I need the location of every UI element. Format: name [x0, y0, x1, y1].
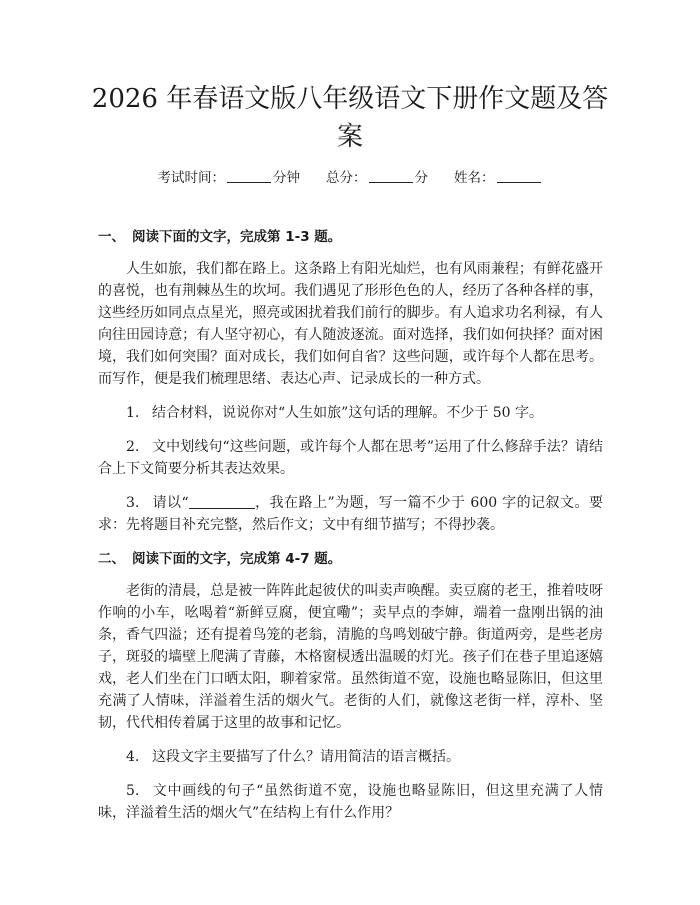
question-text: 结合材料，说说你对“人生如旅”这句话的理解。不少于 50 字。 — [152, 405, 544, 421]
question-text: 文中划线句“这些问题，或许每个人都在思考”运用了什么修辞手法？请结合上下文简要分析其表达效果。 — [98, 439, 603, 477]
question-number: 2. — [126, 439, 140, 455]
question-number: 5. — [126, 783, 140, 799]
question-number: 1. — [126, 405, 140, 421]
question-item — [98, 402, 603, 424]
reading-passage: 人生如旅，我们都在路上。这条路上有阳光灿烂，也有风雨兼程；有鲜花盛开的喜悦，也有荆棘丛生的坎坷。我们遇见了形形色色的人，经历了各种各样的事，这些经历如同点点星光，照亮或困扰着我们前行的脚步。有人追求功名利禄，有人向往田园诗意；有人坚守初心，有人随波逐流。面对选择，我们如何抉择？面对困境，我们如何突围？面对成长，我们如何自省？这些问题，或许每个人都在思考。而写作，便是我们梳理思绪、表达心声、记录成长的一种方式。 — [98, 261, 603, 387]
time-blank[interactable] — [227, 168, 271, 183]
question-item — [98, 780, 603, 824]
question-text: 这段文字主要描写了什么？请用简洁的语言概括。 — [152, 749, 460, 765]
section-title: 阅读下面的文字，完成第 1-3 题。 — [132, 229, 342, 245]
reading-passage: 老街的清晨，总是被一阵阵此起彼伏的叫卖声唤醒。卖豆腐的老王，推着吱呀作响的小车，吆喝着“新鲜豆腐，便宜嘞”；卖早点的李婶，端着一盘刚出锅的油条，香气四溢；还有提着鸟笼的老翁，清脆的鸟鸣划破宁静。街道两旁，是些老房子，斑驳的墙壁上爬满了青藤，木格窗棂透出温暖的灯光。孩子们在巷子里追逐嬉戏，老人们坐在门口晒太阳，聊着家常。虽然街道不宽，设施也略显陈旧，但这里充满了人情味，洋溢着生活的烟火气。老街的人们，就像这老街一样，淳朴、坚韧，代代相传着属于这里的故事和记忆。 — [98, 583, 603, 731]
section-number: 一、 — [98, 229, 125, 245]
question-text: 文中画线的句子“虽然街道不宽，设施也略显陈旧，但这里充满了人情味，洋溢着生活的烟火气”在结构上有什么作用？ — [98, 783, 603, 821]
question-item — [98, 746, 603, 768]
question-text-before: 请以“ — [152, 495, 189, 511]
name-blank[interactable] — [497, 168, 541, 183]
exam-content — [98, 226, 603, 836]
exam-info-line — [90, 168, 610, 188]
question-number: 4. — [126, 749, 140, 765]
section-number: 二、 — [98, 551, 125, 567]
score-unit: 分 — [414, 170, 428, 186]
question-item — [98, 492, 603, 536]
question-text-after: ，我在路上”为题，写一篇不少于 600 字的记叙文。要求：先将题目补充完整，然后作文；文中有细节描写；不得抄袭。 — [98, 495, 603, 533]
section-heading — [98, 226, 603, 248]
question-number: 3. — [126, 495, 140, 511]
section-title: 阅读下面的文字，完成第 4-7 题。 — [132, 551, 342, 567]
score-blank[interactable] — [369, 168, 413, 183]
title-fill-blank[interactable] — [189, 494, 255, 509]
section-heading — [98, 548, 603, 570]
score-label: 总分： — [326, 170, 367, 186]
name-label: 姓名： — [454, 170, 495, 186]
document-title: 2026 年春语文版八年级语文下册作文题及答案 — [91, 84, 609, 152]
time-unit: 分钟 — [273, 170, 300, 186]
time-label: 考试时间： — [157, 170, 225, 186]
question-item — [98, 436, 603, 480]
